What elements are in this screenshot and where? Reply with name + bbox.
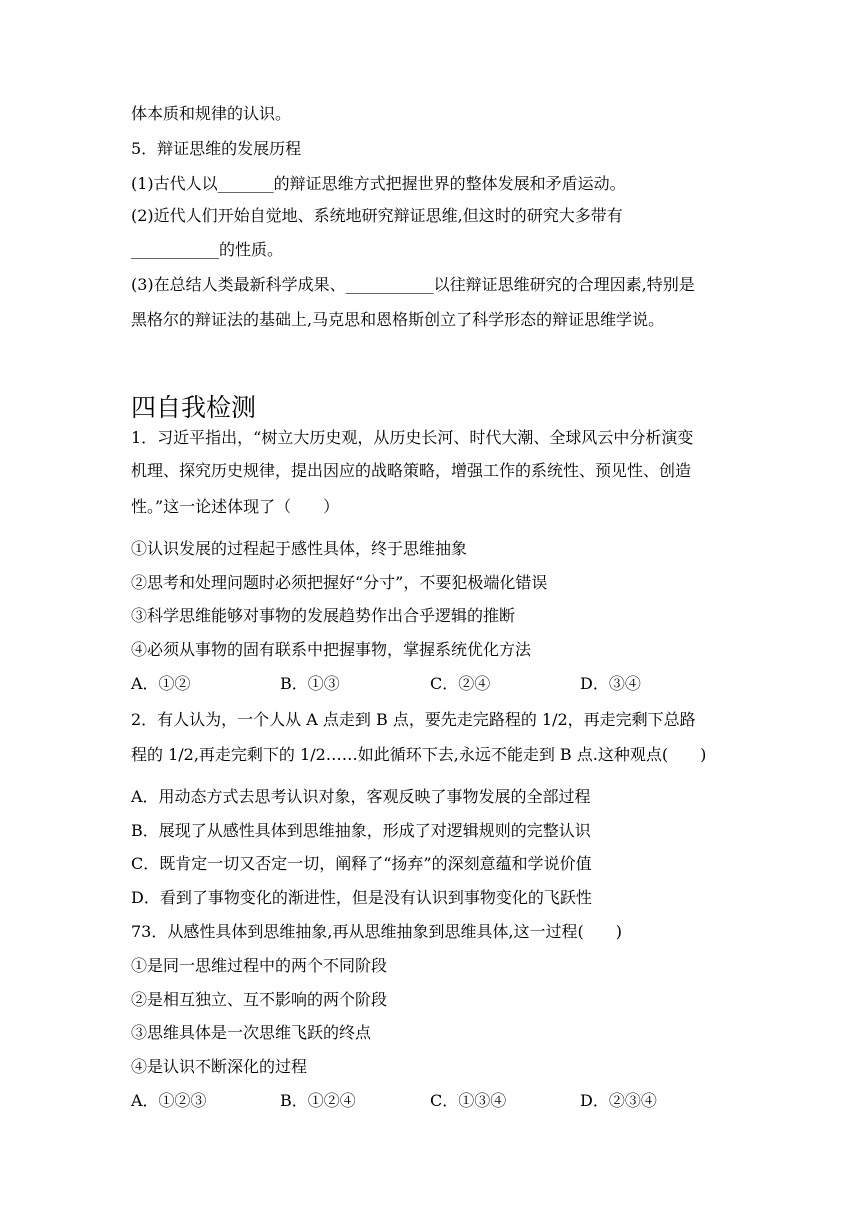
q1-statement: ④必须从事物的固有联系中把握事物，掌握系统优化方法 [131,640,532,659]
continued-line: 体本质和规律的认识。 [131,104,292,123]
q1-statement: ①认识发展的过程起于感性具体，终于思维抽象 [131,539,468,558]
q1-stem-line1: 1．习近平指出，“树立大历史观，从历史长河、时代大潮、全球风云中分析演变 [131,428,694,447]
q3-stem: 73．从感性具体到思维抽象,再从思维抽象到思维具体,这一过程( ) [131,922,623,941]
q3-option-d: D．②③④ [580,1091,657,1110]
q2-option-b: B．展现了从感性具体到思维抽象，形成了对逻辑规则的完整认识 [131,821,591,840]
q1-statement: ③科学思维能够对事物的发展趋势作出合乎逻辑的推断 [131,606,516,625]
q3-option-c: C．①③④ [430,1091,507,1110]
q1-option-c: C．②④ [430,674,491,693]
q1-option-a: A．①② [131,674,191,693]
q2-option-d: D．看到了事物变化的渐进性，但是没有认识到事物变化的飞跃性 [131,888,592,907]
item-5-1: (1)古代人以_______的辩证思维方式把握世界的整体发展和矛盾运动。 [131,174,626,193]
q1-option-d: D．③④ [580,674,641,693]
q3-option-b: B．①②④ [280,1091,356,1110]
q3-statement: ②是相互独立、互不影响的两个阶段 [131,990,388,1009]
item-5-3-line2: 黑格尔的辩证法的基础上,马克思和恩格斯创立了科学形态的辩证思维学说。 [131,310,665,329]
q3-option-a: A．①②③ [131,1091,207,1110]
section-heading: 四自我检测 [131,393,257,422]
item-5-2-line2: ___________的性质。 [131,240,284,259]
item-5-2-line1: (2)近代人们开始自觉地、系统地研究辩证思维,但这时的研究大多带有 [131,206,623,225]
q1-stem-line2: 机理、探究历史规律，提出因应的战略策略，增强工作的系统性、预见性、创造 [131,461,692,480]
q2-option-c: C．既肯定一切又否定一切，阐释了“扬弃”的深刻意蕴和学说价值 [131,854,592,873]
q2-option-a: A．用动态方式去思考认识对象，客观反映了事物发展的全部过程 [131,787,591,806]
q1-option-b: B．①③ [280,674,340,693]
q2-stem-line2: 程的 1/2,再走完剩下的 1/2……如此循环下去,永远不能走到 B 点.这种观点( ) [131,745,707,764]
q1-stem-line3: 性。”这一论述体现了（ ） [131,497,340,516]
q3-statement: ④是认识不断深化的过程 [131,1057,308,1076]
q2-stem-line1: 2．有人认为，一个人从 A 点走到 B 点，要先走完路程的 1/2，再走完剩下总路 [131,710,696,729]
q3-statement: ③思维具体是一次思维飞跃的终点 [131,1023,372,1042]
item-5-3-line1: (3)在总结人类最新科学成果、___________以往辩证思维研究的合理因素,特别是 [131,275,695,294]
q3-statement: ①是同一思维过程中的两个不同阶段 [131,956,388,975]
item-5-title: 5．辩证思维的发展历程 [131,139,302,158]
q1-statement: ②思考和处理问题时必须把握好“分寸”，不要犯极端化错误 [131,573,548,592]
